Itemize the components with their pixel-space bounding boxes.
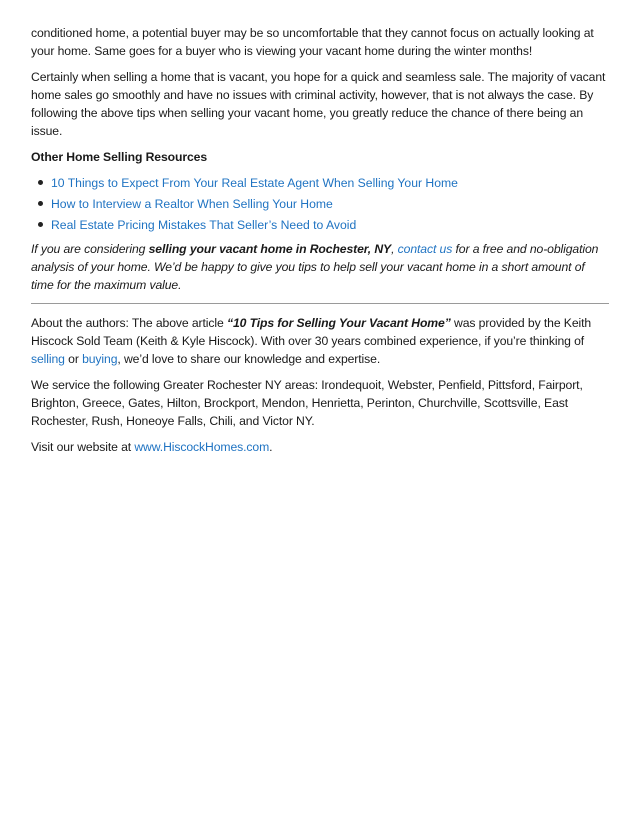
note-comma: , [391,242,398,256]
service-areas-paragraph: We service the following Greater Rochester NY areas: Irondequoit, Webster, Penfield, Pittsford, Fairport, Brighton, Greece, Gates, Hilton, Brockport, Mendon, Henrietta, Perinton, Churchville, Scottsville, East Rochester, Rush, Honeoye Falls, Chili, and Victor NY. [31,378,583,428]
note-bold-text: selling your vacant home in Rochester, NY [148,242,392,256]
list-item [51,216,609,234]
authors-text-pre: About the authors: The above article [31,316,227,330]
note-text-pre: If you are considering [31,242,149,256]
list-item [51,174,609,192]
document-page [31,24,609,456]
paragraph-vacant-sale: Certainly when selling a home that is vacant, you hope for a quick and seamless sale. The majority of vacant home sales go smoothly and have no issues with criminal activity, however, that is not always the case. By following the above tips when selling your vacant home, you greatly reduce the chance of there being an issue. [31,70,606,138]
resources-list [31,174,609,234]
about-authors-paragraph [31,314,609,368]
resource-link-pricing-mistakes[interactable]: Real Estate Pricing Mistakes That Seller’s Need to Avoid [51,218,357,232]
section-divider [31,303,609,304]
buying-link[interactable]: buying [82,352,118,366]
paragraph-conditioned-home: conditioned home, a potential buyer may be so uncomfortable that they cannot focus on actually looking at your home. Same goes for a buyer who is viewing your vacant home during the winter months! [31,26,594,58]
resources-heading: Other Home Selling Resources [31,150,208,164]
authors-text-post: , we’d love to share our knowledge and expertise. [117,352,381,366]
article-title: “10 Tips for Selling Your Vacant Home” [226,316,451,330]
website-text-pre: Visit our website at [31,440,135,454]
bullet-icon [38,201,43,206]
note-text-post: for a free and no-obligation analysis of your home. We’d be happy to give you tips to help sell your vacant home in a short amount of time for the maximum value. [31,242,599,292]
list-item [51,195,609,213]
resource-link-expect-agent[interactable]: 10 Things to Expect From Your Real Estate Agent When Selling Your Home [51,176,458,190]
contact-note [31,240,609,294]
bullet-icon [38,222,43,227]
website-link[interactable]: www.HiscockHomes.com [134,440,270,454]
contact-us-link[interactable]: contact us [397,242,453,256]
website-paragraph [31,438,609,456]
selling-link[interactable]: selling [31,352,65,366]
website-text-post: . [269,440,273,454]
bullet-icon [38,180,43,185]
resource-link-interview-realtor[interactable]: How to Interview a Realtor When Selling Your Home [51,197,333,211]
authors-text-or: or [64,352,83,366]
authors-text-mid: was provided by the Keith Hiscock Sold Team (Keith & Kyle Hiscock). With over 30 years combined experience, if you’re thinking of [31,316,592,348]
